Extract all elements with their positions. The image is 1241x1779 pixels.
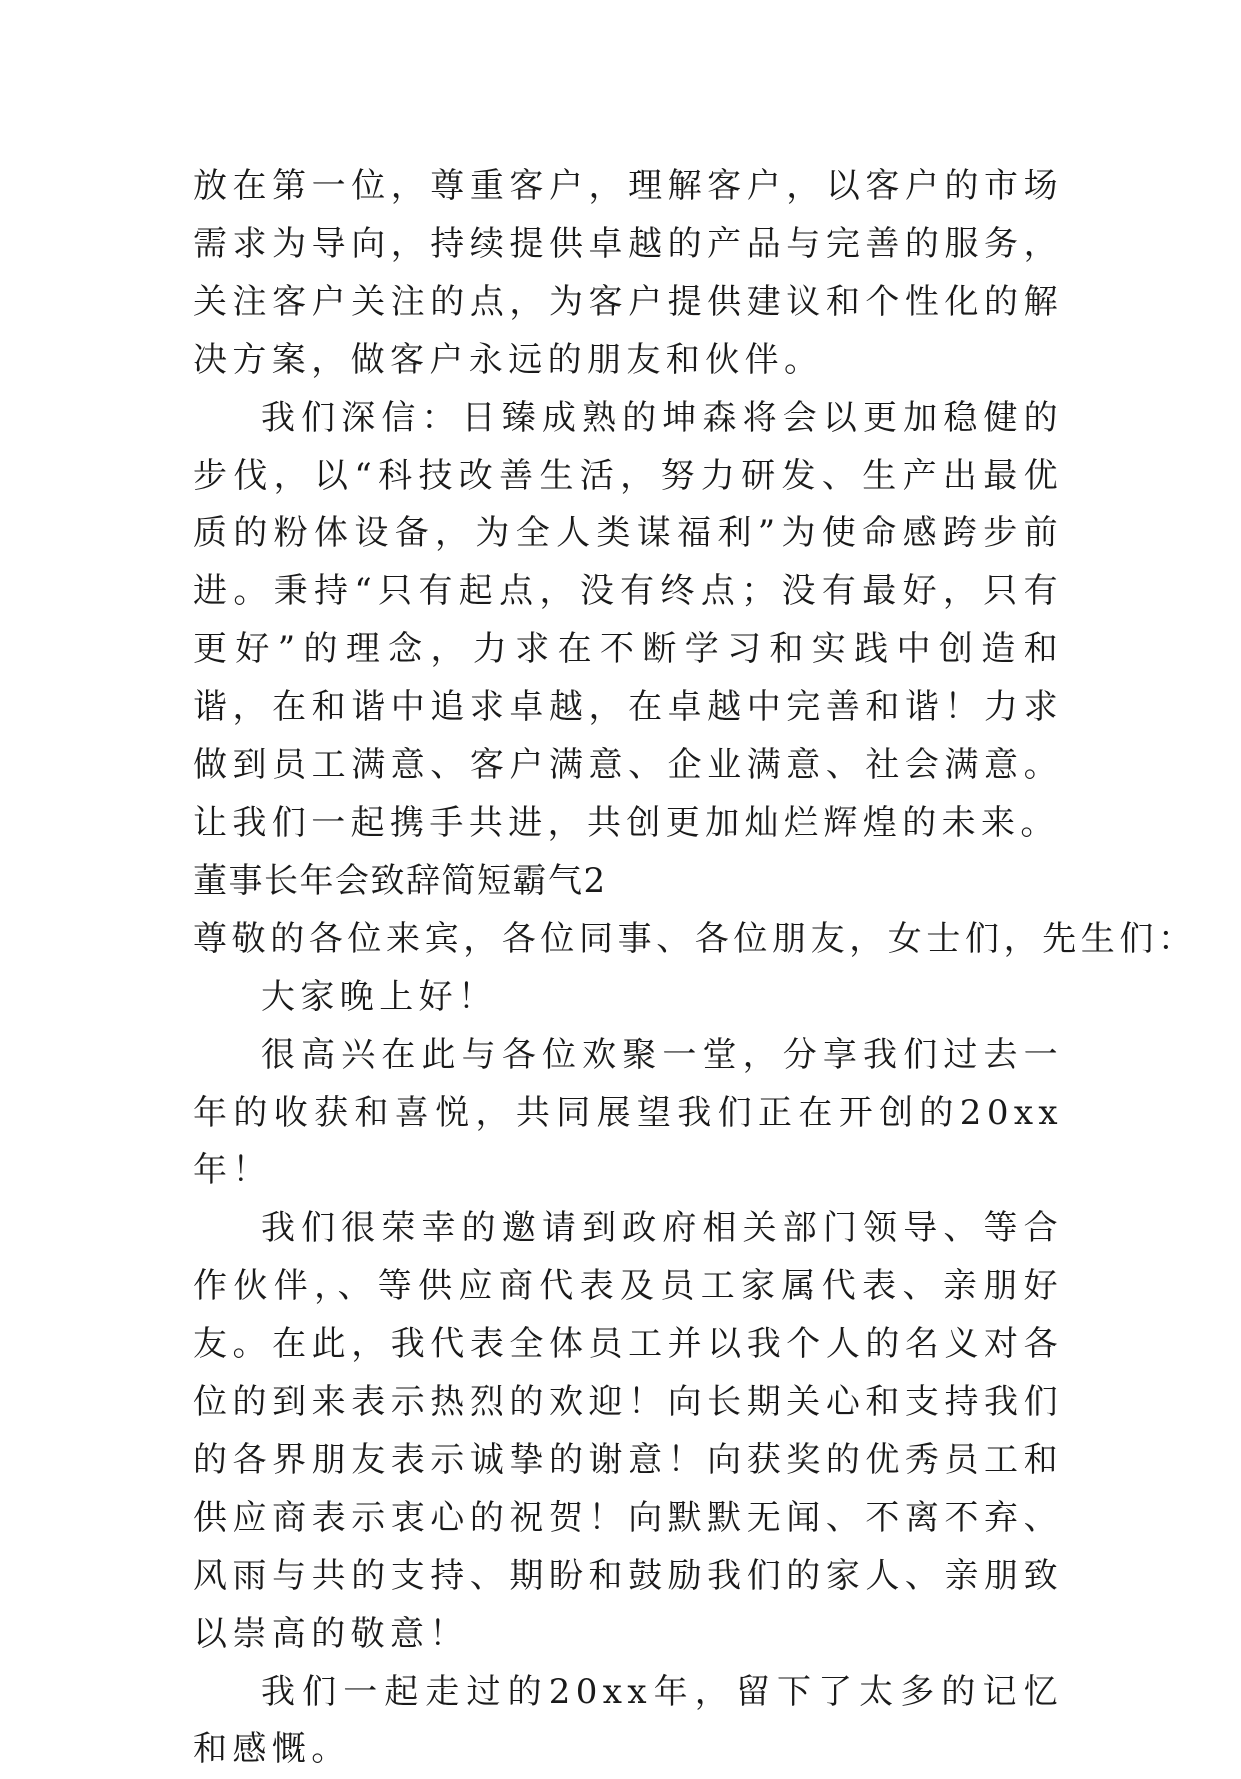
paragraph-gathering: 很高兴在此与各位欢聚一堂，分享我们过去一年的收获和喜悦，共同展望我们正在开创的20xx年！ bbox=[193, 1034, 1063, 1191]
salutation: 尊敬的各位来宾，各位同事、各位朋友，女士们，先生们： bbox=[193, 918, 1197, 959]
section-title: 董事长年会致辞简短霸气2 bbox=[193, 860, 607, 901]
paragraph-company-belief: 我们深信：日臻成熟的坤森将会以更加稳健的步伐，以“科技改善生活，努力研发、生产出最优质的粉体设备，为全人类谋福利”为使命感跨步前进。秉持“只有起点，没有终点；没有最好，只有更好”的理念，力求在不断学习和实践中创造和谐，在和谐中追求卓越，在卓越中完善和谐！力求做到员工满意、客户满意、企业满意、社会满意。让我们一起携手共进，共创更加灿烂辉煌的未来。 bbox=[193, 397, 1063, 843]
paragraph-welcome-thanks: 我们很荣幸的邀请到政府相关部门领导、等合作伙伴，、等供应商代表及员工家属代表、亲朋好友。在此，我代表全体员工并以我个人的名义对各位的到来表示热烈的欢迎！向长期关心和支持我们的各界朋友表示诚挚的谢意！向获奖的优秀员工和供应商表示衷心的祝贺！向默默无闻、不离不弃、风雨与共的支持、期盼和鼓励我们的家人、亲朋致以崇高的敬意！ bbox=[193, 1208, 1063, 1654]
document-body bbox=[193, 158, 1197, 1779]
paragraph-memories: 我们一起走过的20xx年，留下了太多的记忆和感慨。 bbox=[193, 1671, 1063, 1770]
paragraph-greeting: 大家晚上好！ bbox=[261, 976, 498, 1017]
paragraph-customer-first: 放在第一位，尊重客户，理解客户，以客户的市场需求为导向，持续提供卓越的产品与完善的服务，关注客户关注的点，为客户提供建议和个性化的解决方案，做客户永远的朋友和伙伴。 bbox=[193, 166, 1063, 380]
